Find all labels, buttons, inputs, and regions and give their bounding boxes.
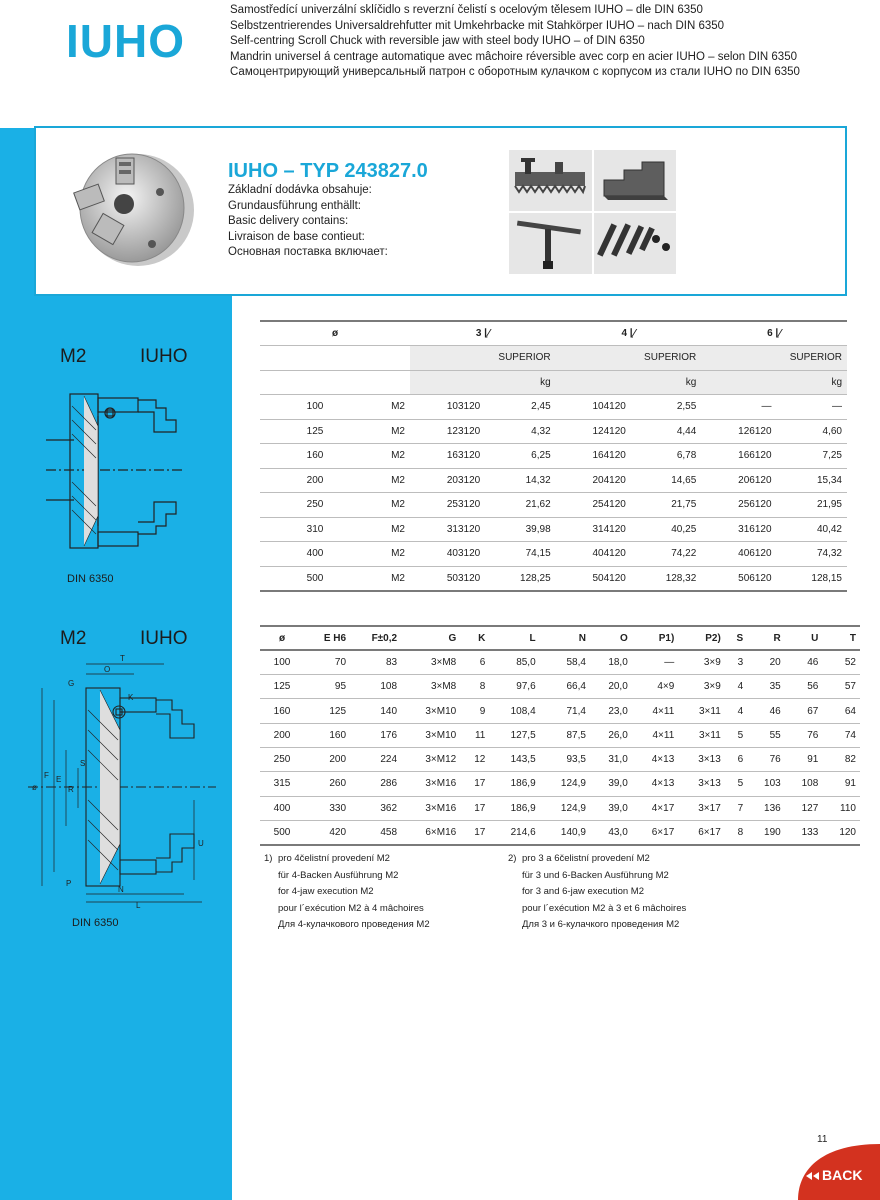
cell: 3×M8 <box>401 650 460 674</box>
cell: 95 <box>304 675 350 699</box>
cell: 420 <box>304 820 350 844</box>
cell: 4×11 <box>632 699 679 723</box>
cell: 124120 <box>556 419 631 444</box>
head-cell: E H6 <box>304 626 350 650</box>
accessory-screws-photo <box>594 213 676 274</box>
cell: 76 <box>785 723 823 747</box>
cell: 214,6 <box>489 820 539 844</box>
cell: 125 <box>260 675 304 699</box>
table-row <box>260 675 860 699</box>
table-unit-row <box>260 370 847 395</box>
cell: 186,9 <box>489 772 539 796</box>
cell: 204120 <box>556 468 631 493</box>
header-line-cz: Samostředící univerzální sklíčidlo s reverzní čelistí s ocelovým tělesem IUHO – dle DIN 6350 <box>230 4 703 16</box>
delivery-line-cz: Základní dodávka obsahuje: <box>228 184 372 196</box>
unit-kg: kg <box>556 370 702 395</box>
cell: 2,55 <box>631 395 701 420</box>
table-row <box>260 820 860 844</box>
cell: 71,4 <box>540 699 590 723</box>
cell: 286 <box>350 772 401 796</box>
cell: 17 <box>460 820 489 844</box>
cell: 406120 <box>701 542 776 567</box>
cell: 100 <box>260 650 304 674</box>
cell: 4 <box>725 699 747 723</box>
cell: 140,9 <box>540 820 590 844</box>
cell: 136 <box>747 796 785 820</box>
cell: 108,4 <box>489 699 539 723</box>
cell: 108 <box>350 675 401 699</box>
cell: 21,75 <box>631 493 701 518</box>
cell: 458 <box>350 820 401 844</box>
svg-text:F: F <box>44 771 49 780</box>
cell: 4×9 <box>632 675 679 699</box>
cell: 67 <box>785 699 823 723</box>
delivery-line-ru: Основная поставка включает: <box>228 246 388 258</box>
cell: 126120 <box>701 419 776 444</box>
cell: 316120 <box>701 517 776 542</box>
cell: — <box>701 395 776 420</box>
page-number: 11 <box>817 1134 828 1145</box>
cell: 203120 <box>410 468 485 493</box>
cell: 21,62 <box>485 493 555 518</box>
cell: 160 <box>260 444 370 469</box>
cell: 85,0 <box>489 650 539 674</box>
cell: 250 <box>260 747 304 771</box>
table-row <box>260 419 847 444</box>
cell: 46 <box>785 650 823 674</box>
cell: 39,0 <box>590 772 632 796</box>
cell: 2,45 <box>485 395 555 420</box>
subhead-superior: SUPERIOR <box>410 346 556 371</box>
cell: 7,25 <box>777 444 847 469</box>
table-row <box>260 395 847 420</box>
cell: 164120 <box>556 444 631 469</box>
cell: 103 <box>747 772 785 796</box>
delivery-contains <box>228 183 388 261</box>
cell: 186,9 <box>489 796 539 820</box>
cell: — <box>777 395 847 420</box>
cell: 52 <box>822 650 860 674</box>
svg-text:R: R <box>68 785 74 794</box>
cell: 4×13 <box>632 747 679 771</box>
head-4-label: 4 <box>621 328 628 339</box>
cell: M2 <box>370 542 410 567</box>
table-row <box>260 566 847 591</box>
cell: 313120 <box>410 517 485 542</box>
cell: 310 <box>260 517 370 542</box>
cell: 127 <box>785 796 823 820</box>
cell: 503120 <box>410 566 485 591</box>
jaw-icon: ⌊⁄ <box>772 328 782 339</box>
cell: 55 <box>747 723 785 747</box>
cell: 6×M16 <box>401 820 460 844</box>
cell: 83 <box>350 650 401 674</box>
cell: 4,60 <box>777 419 847 444</box>
cell: 400 <box>260 542 370 567</box>
cell: 56 <box>785 675 823 699</box>
section1-din-label: DIN 6350 <box>67 573 114 585</box>
cell: 400 <box>260 796 304 820</box>
footnote-1-line: für 4-Backen Ausführung M2 <box>278 869 399 881</box>
cell: 14,65 <box>631 468 701 493</box>
cell: 31,0 <box>590 747 632 771</box>
head-6-label: 6 <box>767 328 773 339</box>
footnote-2 <box>508 851 686 934</box>
cell: 3×M10 <box>401 723 460 747</box>
head-cell: G <box>401 626 460 650</box>
header-description <box>230 3 800 81</box>
cell: 128,25 <box>485 566 555 591</box>
ordering-table <box>260 320 847 592</box>
accessory-chuck-key-photo <box>509 213 592 274</box>
cell: 166120 <box>701 444 776 469</box>
product-title: IUHO – TYP 243827.0 <box>228 160 428 182</box>
cell: 21,95 <box>777 493 847 518</box>
cell: 66,4 <box>540 675 590 699</box>
dimensions-table <box>260 625 860 846</box>
cell: 253120 <box>410 493 485 518</box>
head-3-label: 3 <box>475 328 482 339</box>
footnote-1-line: pour l´exécution M2 à 4 mâchoires <box>278 902 424 914</box>
accessory-top-jaw-photo <box>594 150 676 211</box>
cell: 93,5 <box>540 747 590 771</box>
cell: 3×13 <box>678 772 725 796</box>
cell: 12 <box>460 747 489 771</box>
cell: 3×17 <box>678 796 725 820</box>
cell: 125 <box>304 699 350 723</box>
cell: 506120 <box>701 566 776 591</box>
cell: 91 <box>785 747 823 771</box>
cell: 250 <box>260 493 370 518</box>
cell: 260 <box>304 772 350 796</box>
cell: 330 <box>304 796 350 820</box>
cell: 6,25 <box>485 444 555 469</box>
cell: 57 <box>822 675 860 699</box>
cell: 3×M16 <box>401 796 460 820</box>
cell: 6 <box>725 747 747 771</box>
cell: 46 <box>747 699 785 723</box>
cell: 5 <box>725 723 747 747</box>
chuck-section-drawing-1 <box>44 386 184 556</box>
cell: 58,4 <box>540 650 590 674</box>
cell: M2 <box>370 419 410 444</box>
section2-label-m2: M2 <box>60 628 87 649</box>
cell: 39,98 <box>485 517 555 542</box>
cell: 9 <box>460 699 489 723</box>
cell: 8 <box>460 675 489 699</box>
cell: 3×M8 <box>401 675 460 699</box>
back-label: BACK <box>822 1167 863 1183</box>
table-subhead-row <box>260 346 847 371</box>
svg-text:N: N <box>118 885 124 894</box>
cell: 18,0 <box>590 650 632 674</box>
cell: M2 <box>370 468 410 493</box>
head-cell: S <box>725 626 747 650</box>
table-header-row <box>260 321 847 346</box>
cell: 3×11 <box>678 723 725 747</box>
head-cell: P1) <box>632 626 679 650</box>
cell: 74,32 <box>777 542 847 567</box>
header-line-en: Self-centring Scroll Chuck with reversible jaw with steel body IUHO – of DIN 6350 <box>230 35 645 47</box>
svg-text:P: P <box>66 879 72 888</box>
cell: 4×17 <box>632 796 679 820</box>
cell: M2 <box>370 444 410 469</box>
head-cell: U <box>785 626 823 650</box>
cell: 6×17 <box>632 820 679 844</box>
cell: 128,32 <box>631 566 701 591</box>
cell: 76 <box>747 747 785 771</box>
cell: 17 <box>460 796 489 820</box>
footnote-1-line: for 4-jaw execution M2 <box>278 886 374 897</box>
cell: 4,44 <box>631 419 701 444</box>
svg-text:E: E <box>56 775 62 784</box>
table-row <box>260 699 860 723</box>
cell: M2 <box>370 493 410 518</box>
cell: 87,5 <box>540 723 590 747</box>
subhead-superior: SUPERIOR <box>701 346 847 371</box>
svg-text:L: L <box>136 901 141 910</box>
cell: 11 <box>460 723 489 747</box>
svg-text:S: S <box>80 759 86 768</box>
cell: 500 <box>260 820 304 844</box>
cell: 3×M12 <box>401 747 460 771</box>
table-row <box>260 468 847 493</box>
head-cell: F±0,2 <box>350 626 401 650</box>
cell: 140 <box>350 699 401 723</box>
cell: 74,22 <box>631 542 701 567</box>
cell: 8 <box>725 820 747 844</box>
cell: 108 <box>785 772 823 796</box>
jaw-icon: ⌊⁄ <box>627 328 636 339</box>
table-header-row <box>260 626 860 650</box>
section1-label-m2: M2 <box>60 346 87 367</box>
cell: 362 <box>350 796 401 820</box>
svg-text:T: T <box>120 654 125 663</box>
delivery-line-de: Grundausführung enthällt: <box>228 199 361 212</box>
cell: 176 <box>350 723 401 747</box>
footnote-1-number: 1) <box>264 853 273 864</box>
section2-din-label: DIN 6350 <box>72 917 119 929</box>
cell: 190 <box>747 820 785 844</box>
subhead-superior: SUPERIOR <box>556 346 702 371</box>
footnote-2-line: für 3 und 6-Backen Ausführung M2 <box>522 869 669 881</box>
section1-label-iuho: IUHO <box>140 346 188 367</box>
brand-title: IUHO <box>66 15 185 67</box>
cell: 17 <box>460 772 489 796</box>
head-cell: L <box>489 626 539 650</box>
delivery-line-en: Basic delivery contains: <box>228 215 349 227</box>
cell: 143,5 <box>489 747 539 771</box>
head-cell: K <box>460 626 489 650</box>
cell: 23,0 <box>590 699 632 723</box>
footnote-1-line: Для 4-кулачкового проведения M2 <box>278 919 430 930</box>
table-head-4-jaw <box>556 321 702 346</box>
cell: 91 <box>822 772 860 796</box>
cell: 3×9 <box>678 650 725 674</box>
header-line-fr: Mandrin universel á centrage automatique avec mâchoire réversible avec corp en acier IUHO – selon DIN 6350 <box>230 50 797 63</box>
cell: 163120 <box>410 444 485 469</box>
cell: 254120 <box>556 493 631 518</box>
cell: 124,9 <box>540 796 590 820</box>
cell: 224 <box>350 747 401 771</box>
table-row <box>260 747 860 771</box>
footnote-2-line: pro 3 a 6čelistní provedení M2 <box>522 853 650 864</box>
accessory-jaw-base-photo <box>509 150 592 211</box>
table-head-6-jaw <box>701 321 847 346</box>
cell: 6×17 <box>678 820 725 844</box>
cell: 39,0 <box>590 796 632 820</box>
cell: 5 <box>725 772 747 796</box>
cell: 74,15 <box>485 542 555 567</box>
cell: 200 <box>260 468 370 493</box>
table-row <box>260 517 847 542</box>
footnote-1-line: pro 4čelistní provedení M2 <box>278 853 390 864</box>
table-row <box>260 796 860 820</box>
jaw-icon: ⌊⁄ <box>481 328 490 339</box>
cell: 7 <box>725 796 747 820</box>
cell: M2 <box>370 566 410 591</box>
cell: 97,6 <box>489 675 539 699</box>
cell: 3 <box>725 650 747 674</box>
cell: 125 <box>260 419 370 444</box>
cell: — <box>632 650 679 674</box>
cell: 43,0 <box>590 820 632 844</box>
table-row <box>260 650 860 674</box>
cell: 35 <box>747 675 785 699</box>
table-head-3-jaw <box>410 321 556 346</box>
head-cell: T <box>822 626 860 650</box>
cell: 103120 <box>410 395 485 420</box>
cell: 4,32 <box>485 419 555 444</box>
cell: 128,15 <box>777 566 847 591</box>
cell: 4×11 <box>632 723 679 747</box>
cell: 127,5 <box>489 723 539 747</box>
cell: 3×11 <box>678 699 725 723</box>
footnote-2-line: for 3 and 6-jaw execution M2 <box>522 886 644 897</box>
svg-text:ø: ø <box>32 783 37 792</box>
cell: 3×13 <box>678 747 725 771</box>
header-line-de: Selbstzentrierendes Universaldrehfutter mit Umkehrbacke mit Stahkörper IUHO – nach DIN 6350 <box>230 19 725 32</box>
footnote-1 <box>264 851 430 934</box>
table-row <box>260 493 847 518</box>
cell: 70 <box>304 650 350 674</box>
head-cell: P2) <box>678 626 725 650</box>
cell: 200 <box>304 747 350 771</box>
cell: 3×M16 <box>401 772 460 796</box>
cell: 160 <box>260 699 304 723</box>
cell: 200 <box>260 723 304 747</box>
cell: 64 <box>822 699 860 723</box>
cell: 3×9 <box>678 675 725 699</box>
section2-label-iuho: IUHO <box>140 628 188 649</box>
svg-text:O: O <box>104 665 111 674</box>
cell: 6,78 <box>631 444 701 469</box>
table-row <box>260 723 860 747</box>
cell: M2 <box>370 517 410 542</box>
cell: 74 <box>822 723 860 747</box>
delivery-line-fr: Livraison de base contieut: <box>228 230 365 243</box>
cell: 26,0 <box>590 723 632 747</box>
cell: 120 <box>822 820 860 844</box>
cell: 314120 <box>556 517 631 542</box>
cell: 504120 <box>556 566 631 591</box>
cell: 133 <box>785 820 823 844</box>
cell: 110 <box>822 796 860 820</box>
cell: 160 <box>304 723 350 747</box>
table-row <box>260 542 847 567</box>
cell: 500 <box>260 566 370 591</box>
cell: 40,42 <box>777 517 847 542</box>
cell: 20 <box>747 650 785 674</box>
table-head-diameter: ø <box>260 321 410 346</box>
cell: 20,0 <box>590 675 632 699</box>
unit-kg: kg <box>410 370 556 395</box>
cell: 123120 <box>410 419 485 444</box>
footnote-2-line: Для 3 и 6-кулачкого проведения M2 <box>522 919 680 930</box>
head-cell: R <box>747 626 785 650</box>
back-button[interactable] <box>784 1142 880 1200</box>
svg-text:U: U <box>198 839 204 848</box>
table-row <box>260 444 847 469</box>
cell: 256120 <box>701 493 776 518</box>
cell: 124,9 <box>540 772 590 796</box>
head-cell: N <box>540 626 590 650</box>
cell: 403120 <box>410 542 485 567</box>
cell: 104120 <box>556 395 631 420</box>
cell: 206120 <box>701 468 776 493</box>
svg-text:K: K <box>128 693 134 702</box>
header-line-ru: Самоцентрирующий универсальный патрон с оборотным кулачком с корпусом из стали IUHO по DIN 6350 <box>230 66 800 78</box>
cell: 3×M10 <box>401 699 460 723</box>
cell: 315 <box>260 772 304 796</box>
chuck-photo <box>56 148 196 278</box>
footnote-2-line: pour l´exécution M2 à 3 et 6 mâchoires <box>522 902 687 914</box>
head-cell: O <box>590 626 632 650</box>
cell: 6 <box>460 650 489 674</box>
head-cell: ø <box>260 626 304 650</box>
unit-kg: kg <box>701 370 847 395</box>
footnote-2-number: 2) <box>508 853 517 864</box>
cell: 100 <box>260 395 370 420</box>
cell: 82 <box>822 747 860 771</box>
cell: 4 <box>725 675 747 699</box>
cell: 404120 <box>556 542 631 567</box>
cell: 15,34 <box>777 468 847 493</box>
svg-text:G: G <box>68 679 75 688</box>
dimension-drawing <box>24 650 220 910</box>
table-row <box>260 772 860 796</box>
cell: 4×13 <box>632 772 679 796</box>
cell: 40,25 <box>631 517 701 542</box>
cell: 14,32 <box>485 468 555 493</box>
cell: M2 <box>370 395 410 420</box>
